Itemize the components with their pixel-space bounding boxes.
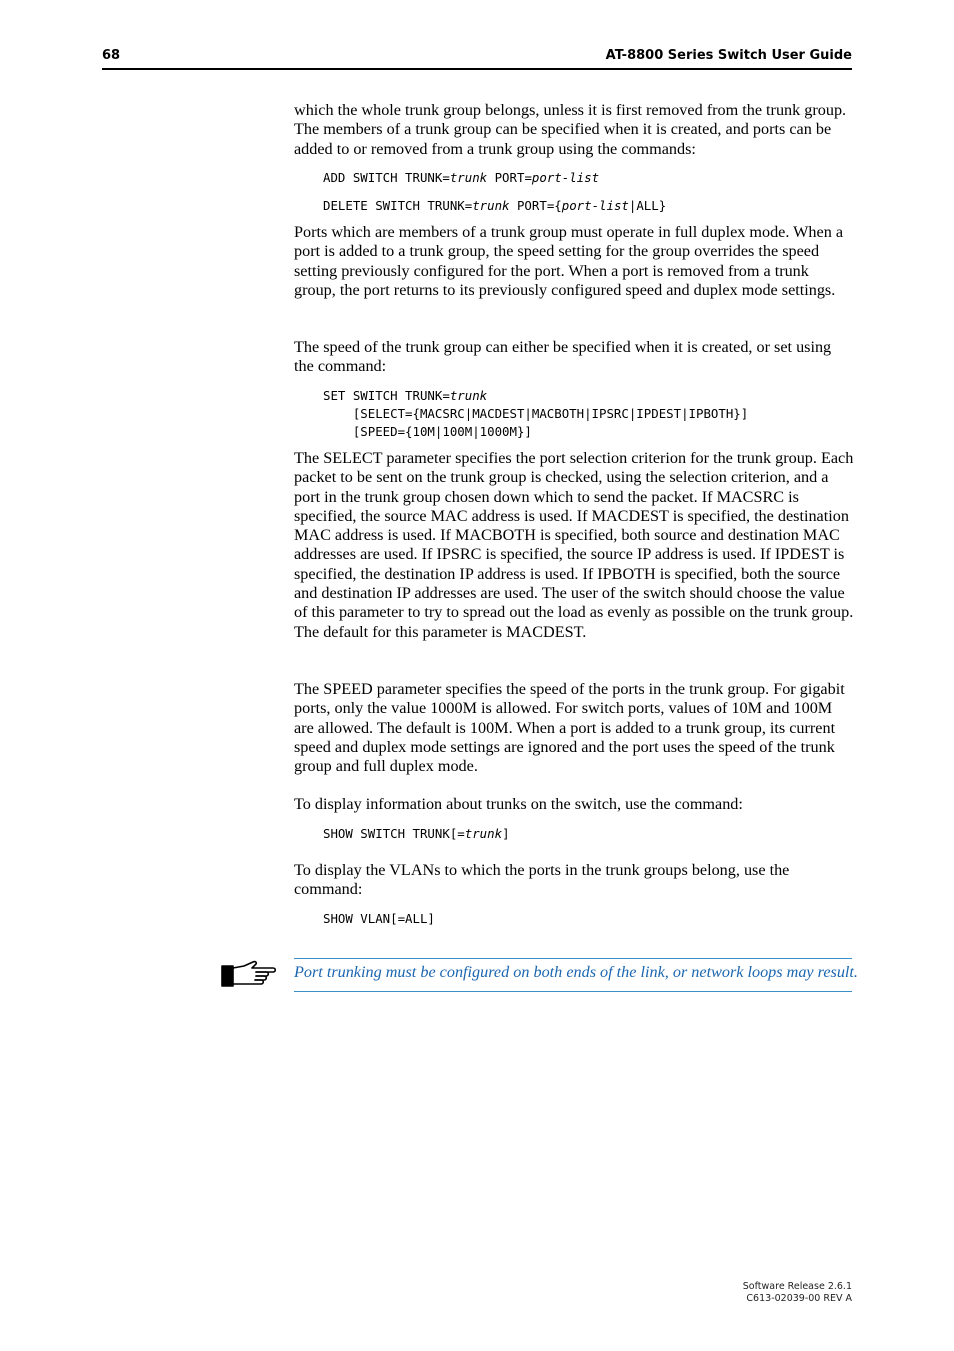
page-footer — [743, 1281, 852, 1305]
paragraph-display-trunks: To display information about trunks on the switch, use the command: — [294, 795, 743, 813]
paragraph-speed-parameter: The SPEED parameter specifies the speed of the ports in the trunk group. For gigabit ports, only the value 1000M is allowed. For switch ports, values of 10M and 100M are allowed. The default is 100M. When a port is added to a trunk group, its current speed and duplex mode settings are ignored and the port uses the speed of the trunk group and full duplex mode. — [294, 680, 845, 776]
paragraph-full-duplex: Ports which are members of a trunk group must operate in full duplex mode. When a port is added to a trunk group, the speed setting for the group overrides the speed setting previously configured for the port. When a port is removed from a trunk group, the port returns to its previously configured speed and duplex mode settings. — [294, 223, 844, 299]
command-set-switch-trunk: SET SWITCH TRUNK=trunk [SELECT={MACSRC|MACDEST|MACBOTH|IPSRC|IPDEST|IPBOTH}] [SPEED={10M|100M|1000M}] — [323, 388, 749, 439]
paragraph-trunk-members: which the whole trunk group belongs, unless it is first removed from the trunk group. The members of a trunk group can be specified when it is created, and ports can be added to or removed from a trunk group using the commands: — [294, 101, 847, 158]
guide-title: AT-8800 Series Switch User Guide — [605, 48, 852, 63]
note-box — [294, 958, 858, 992]
paragraph-trunk-speed: The speed of the trunk group can either be specified when it is created, or set using the command: — [294, 338, 832, 376]
command-delete-switch-trunk: DELETE SWITCH TRUNK=trunk PORT={port-list|ALL} — [323, 198, 667, 213]
command-show-switch-trunk: SHOW SWITCH TRUNK[=trunk] — [323, 826, 510, 841]
paragraph-display-vlans: To display the VLANs to which the ports in the trunk groups belong, use the command: — [294, 861, 790, 899]
pointing-hand-icon — [220, 958, 278, 990]
note-text: Port trunking must be configured on both ends of the link, or network loops may result. — [294, 963, 858, 981]
command-show-vlan: SHOW VLAN[=ALL] — [323, 911, 435, 926]
page-number: 68 — [102, 48, 121, 63]
document-id: C613-02039-00 REV A — [746, 1293, 852, 1304]
software-release: Software Release 2.6.1 — [742, 1281, 852, 1292]
page-header — [102, 48, 852, 70]
command-add-switch-trunk: ADD SWITCH TRUNK=trunk PORT=port-list — [323, 170, 600, 185]
paragraph-select-parameter: The SELECT parameter specifies the port selection criterion for the trunk group. Each packet to be sent on the trunk group is checked, using the selection criterion, and a port in the trunk group chosen down which to send the packet. If MACSRC is specified, the source MAC address is used. If MACDEST is specified, the destination MAC address is used. If MACBOTH is specified, both source and destination MAC addresses are used. If IPSRC is specified, the source IP address is used. If IPDEST is specified, the destination IP address is used. If IPBOTH is specified, both the source and destination IP addresses are used. The user of the switch should choose the value of this parameter to try to spread out the load as evenly as possible on the trunk group. The default for this parameter is MACDEST. — [294, 449, 854, 641]
